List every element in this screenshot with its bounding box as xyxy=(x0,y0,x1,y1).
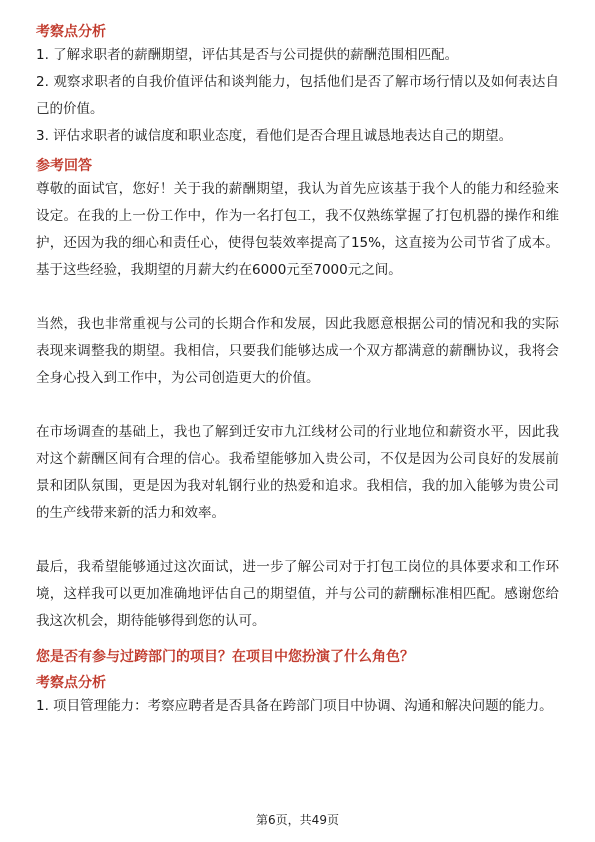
analysis-item-3: 3. 评估求职者的诚信度和职业态度，看他们是否合理且诚恳地表达自己的期望。 xyxy=(36,128,513,144)
paragraph-gap xyxy=(36,284,559,311)
answer-heading: 参考回答 xyxy=(36,158,92,174)
analysis-heading-2: 考察点分析 xyxy=(36,675,106,691)
answer-paragraph-2: 当然，我也非常重视与公司的长期合作和发展，因此我愿意根据公司的情况和我的实际表现来调整我的期望。我相信，只要我们能够达成一个双方都满意的薪酬协议，我将会全身心投入到工作中，为公司创造更大的价值。 xyxy=(36,316,559,386)
paragraph-gap xyxy=(36,392,559,419)
analysis-item-2: 2. 观察求职者的自我价值评估和谈判能力，包括他们是否了解市场行情以及如何表达自己的价值。 xyxy=(36,74,559,117)
answer-paragraph-1: 尊敬的面试官，您好！关于我的薪酬期望，我认为首先应该基于我个人的能力和经验来设定。在我的上一份工作中，作为一名打包工，我不仅熟练掌握了打包机器的操作和维护，还因为我的细心和责任心，使得包装效率提高了15%，这直接为公司节省了成本。基于这些经验，我期望的月薪大约在6000元至7000元之间。 xyxy=(36,181,559,278)
analysis-item-1: 1. 了解求职者的薪酬期望，评估其是否与公司提供的薪酬范围相匹配。 xyxy=(36,47,459,63)
answer-paragraph-4: 最后，我希望能够通过这次面试，进一步了解公司对于打包工岗位的具体要求和工作环境，这样我可以更加准确地评估自己的期望值，并与公司的薪酬标准相匹配。感谢您给我这次机会，期待能够得到您的认可。 xyxy=(36,559,559,629)
page-content xyxy=(36,22,559,720)
analysis-item-2-1: 1. 项目管理能力：考察应聘者是否具备在跨部门项目中协调、沟通和解决问题的能力。 xyxy=(36,698,553,714)
paragraph-gap xyxy=(36,527,559,554)
page-footer: 第6页，共49页 xyxy=(256,813,339,827)
answer-paragraph-3: 在市场调查的基础上，我也了解到迁安市九江线材公司的行业地位和薪资水平，因此我对这个薪酬区间有合理的信心。我希望能够加入贵公司，不仅是因为公司良好的发展前景和团队氛围，更是因为我对轧钢行业的热爱和追求。我相信，我的加入能够为贵公司的生产线带来新的活力和效率。 xyxy=(36,424,559,521)
question-heading: 您是否有参与过跨部门的项目？在项目中您扮演了什么角色？ xyxy=(36,649,414,665)
analysis-heading: 考察点分析 xyxy=(36,24,106,40)
